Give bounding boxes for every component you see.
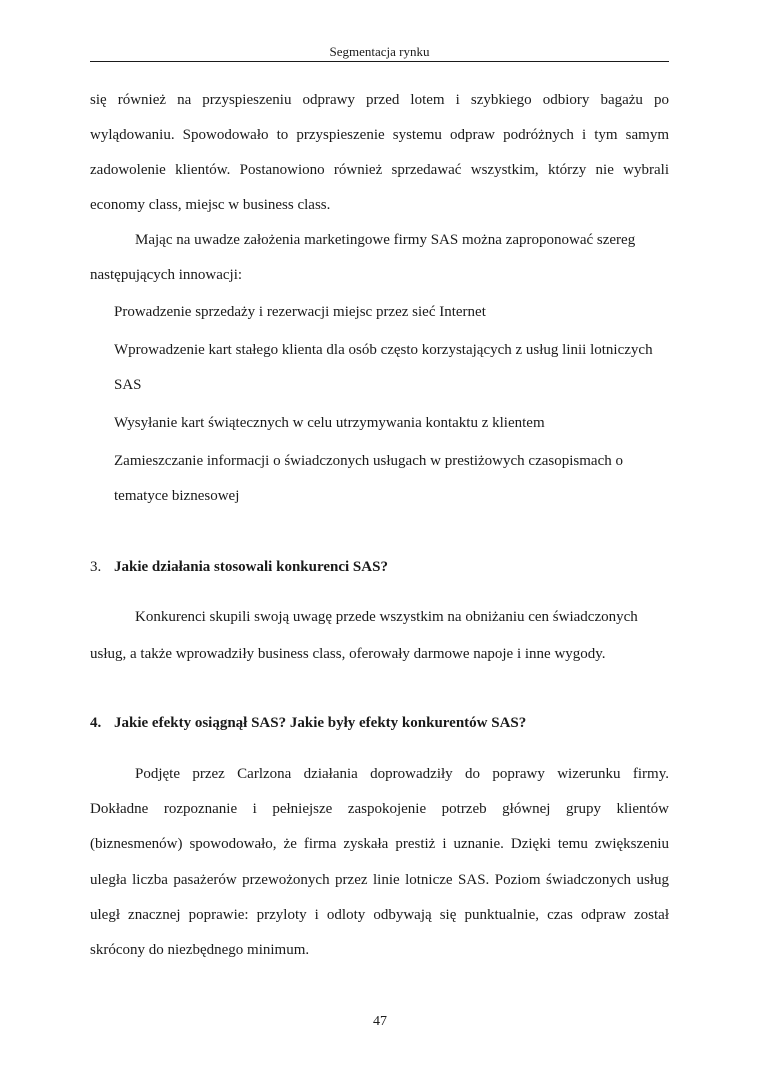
list-item-text: Wprowadzenie kart stałego klienta dla osób często korzystających z usług linii lotniczych: [114, 342, 653, 358]
text-line: usług, a także wprowadziły business class, oferowały darmowe napoje i inne wygody.: [90, 646, 606, 662]
text-line: się również na przyspieszeniu odprawy przed lotem i szybkiego odbiory bagażu po: [90, 92, 669, 108]
text-line: zadowolenie klientów. Postanowiono również sprzedawać wszystkim, którzy nie wybrali: [90, 162, 669, 178]
list-item-text: SAS: [114, 377, 142, 393]
text-line: Mając na uwadze założenia marketingowe firmy SAS można zaproponować szereg: [135, 232, 636, 248]
bullet-icon: [90, 341, 102, 359]
text-line: następujących innowacji:: [90, 267, 243, 283]
list-item-text: Prowadzenie sprzedaży i rezerwacji miejsc przez sieć Internet: [114, 304, 486, 320]
text-line: Podjęte przez Carlzona działania doprowadziły do poprawy wizerunku firmy.: [135, 766, 669, 782]
text-line: uległ znacznej poprawie: przyloty i odloty odbywają się punktualnie, czas odpraw został: [90, 907, 669, 923]
text-line: Dokładne rozpoznanie i pełniejsze zaspokojenie potrzeb głównej grupy klientów: [90, 801, 669, 817]
bullet-icon: [90, 452, 102, 470]
text-line: uległa liczba pasażerów przewożonych przez linie lotnicze SAS. Poziom świadczonych usług: [90, 872, 669, 888]
page-number: 47: [373, 1014, 387, 1029]
text-line: economy class, miejsc w business class.: [90, 197, 331, 213]
text-line: skrócony do niezbędnego minimum.: [90, 942, 310, 958]
list-item-text: Wysyłanie kart świątecznych w celu utrzymywania kontaktu z klientem: [114, 415, 545, 431]
section-number: 3.: [90, 559, 102, 575]
list-item-text: Zamieszczanie informacji o świadczonych usługach w prestiżowych czasopismach o: [114, 453, 623, 469]
running-header: Segmentacja rynku: [329, 44, 430, 59]
bullet-icon: [90, 303, 102, 321]
section-number: 4.: [90, 715, 102, 731]
list-item-text: tematyce biznesowej: [114, 488, 240, 504]
section-title: Jakie działania stosowali konkurenci SAS?: [114, 559, 388, 575]
section-title: Jakie efekty osiągnął SAS? Jakie były efekty konkurentów SAS?: [114, 715, 527, 731]
text-line: wylądowaniu. Spowodowało to przyspieszenie systemu odpraw podróżnych i tym samym: [90, 127, 669, 143]
text-line: (biznesmenów) spowodowało, że firma zyskała prestiż i uznanie. Dzięki temu zwiększeniu: [90, 836, 669, 852]
bullet-icon: [90, 414, 102, 432]
header-rule: [90, 61, 669, 62]
text-line: Konkurenci skupili swoją uwagę przede wszystkim na obniżaniu cen świadczonych: [135, 609, 638, 625]
